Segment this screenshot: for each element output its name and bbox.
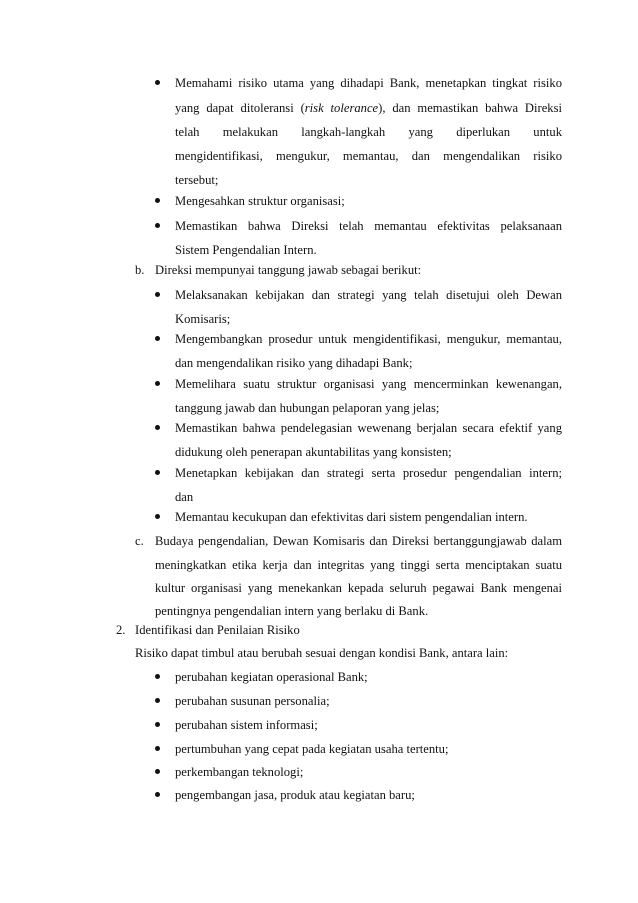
bullet-icon [155, 381, 160, 386]
text-line: Sistem Pengendalian Intern. [175, 243, 317, 257]
text-line: telah melakukan langkah-langkah yang diperlukan untuk [175, 125, 562, 139]
text-line: dan mengendalikan risiko yang dihadapi Bank; [175, 356, 413, 370]
section-heading: Identifikasi dan Penilaian Risiko [135, 623, 300, 637]
text-line: Memelihara suatu struktur organisasi yang mencerminkan kewenangan, [175, 377, 562, 391]
text-line: Direksi mempunyai tanggung jawab sebagai berikut: [155, 263, 422, 277]
bullet-icon [155, 336, 160, 341]
text-line: Komisaris; [175, 312, 231, 326]
text-line: tanggung jawab dan hubungan pelaporan yang jelas; [175, 401, 440, 415]
bullet-icon [155, 198, 160, 203]
bullet-icon [155, 425, 160, 430]
list-item: perubahan sistem informasi; [175, 718, 318, 732]
text-line: meningkatkan etika kerja dan integritas yang tinggi serta menciptakan suatu [155, 558, 562, 572]
text-line: Menetapkan kebijakan dan strategi serta prosedur pengendalian intern; [175, 466, 562, 480]
text-line: Mengesahkan struktur organisasi; [175, 194, 345, 208]
bullet-icon [155, 746, 160, 751]
risk-tolerance-term: risk tolerance [304, 101, 379, 115]
text-line: mengidentifikasi, mengukur, memantau, dan mengendalikan risiko [175, 149, 562, 163]
list-marker: 2. [116, 623, 126, 637]
list-item: pertumbuhan yang cepat pada kegiatan usaha tertentu; [175, 742, 449, 756]
list-item: perubahan kegiatan operasional Bank; [175, 670, 368, 684]
text-line: Melaksanakan kebijakan dan strategi yang telah disetujui oleh Dewan [175, 288, 562, 302]
text-line: Memantau kecukupan dan efektivitas dari sistem pengendalian intern. [175, 510, 528, 524]
bullet-icon [155, 792, 160, 797]
text-line: Budaya pengendalian, Dewan Komisaris dan Direksi bertanggungjawab dalam [155, 534, 562, 548]
text-line: pentingnya pengendalian intern yang berlaku di Bank. [155, 604, 429, 618]
bullet-icon [155, 292, 160, 297]
list-item: perkembangan teknologi; [175, 765, 304, 779]
text-line: Memastikan bahwa Direksi telah memantau efektivitas pelaksanaan [175, 219, 562, 233]
bullet-icon [155, 698, 160, 703]
text-line: Memastikan bahwa pendelegasian wewenang berjalan secara efektif yang [175, 421, 562, 435]
text-line: dan [175, 490, 194, 504]
text-line: didukung oleh penerapan akuntabilitas yang konsisten; [175, 445, 452, 459]
bullet-icon [155, 674, 160, 679]
text-line: Memahami risiko utama yang dihadapi Bank, menetapkan tingkat risiko [175, 76, 562, 90]
list-item: pengembangan jasa, produk atau kegiatan baru; [175, 788, 415, 802]
bullet-icon [155, 470, 160, 475]
text-line: Mengembangkan prosedur untuk mengidentifikasi, mengukur, memantau, [175, 332, 562, 346]
list-marker: c. [135, 534, 144, 548]
section-intro: Risiko dapat timbul atau berubah sesuai dengan kondisi Bank, antara lain: [135, 646, 509, 660]
list-marker: b. [135, 263, 145, 277]
bullet-icon [155, 80, 160, 85]
bullet-icon [155, 514, 160, 519]
bullet-icon [155, 223, 160, 228]
bullet-icon [155, 769, 160, 774]
text-fragment: yang dapat ditoleransi ( [175, 101, 305, 115]
bullet-icon [155, 722, 160, 727]
list-item: perubahan susunan personalia; [175, 694, 330, 708]
text-line: kultur organisasi yang menekankan kepada seluruh pegawai Bank mengenai [155, 581, 562, 595]
text-fragment: ), dan memastikan bahwa Direksi [378, 101, 562, 115]
text-line: tersebut; [175, 173, 219, 187]
